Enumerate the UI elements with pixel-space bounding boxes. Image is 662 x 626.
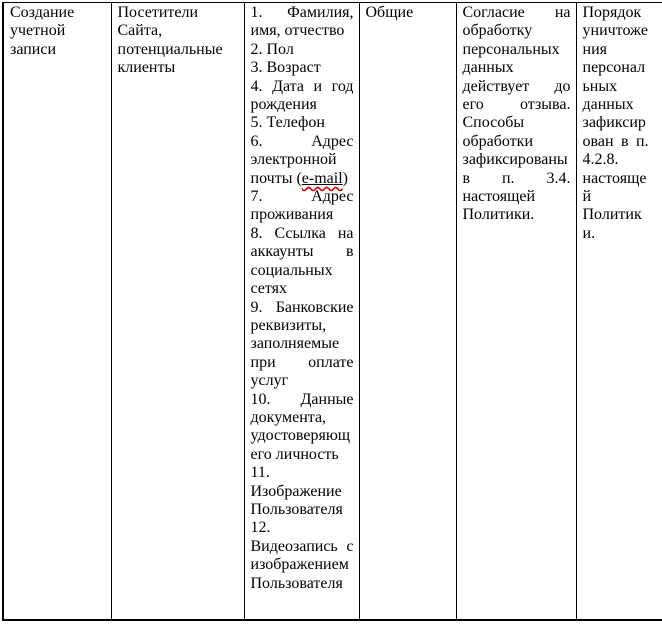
personal-data-list-item xyxy=(251,41,354,59)
process-name-text: Создание учетной записи xyxy=(10,4,75,58)
personal-data-list xyxy=(251,4,354,593)
list-item-text: 5. Телефон xyxy=(250,114,325,132)
personal-data-list-item xyxy=(251,78,354,115)
personal-data-list-item xyxy=(251,59,354,77)
cell-destruction-terms xyxy=(576,3,662,620)
personal-data-list-item xyxy=(251,299,354,391)
data-category-text: Общие xyxy=(365,4,414,21)
cell-process-name xyxy=(3,3,111,620)
destruction-terms-text: Порядок уничтожения персональных данных зафиксирован в п. 4.2.8. настоящей Политики. xyxy=(582,4,649,242)
personal-data-list-item xyxy=(251,225,354,299)
list-item-text: 9. Банковские реквизиты, заполняемые при оплате услуг xyxy=(250,298,354,390)
email-term-text: e-mail xyxy=(301,169,343,187)
data-subjects-text: Посетители Сайта, потенциальные клиенты xyxy=(117,4,223,77)
personal-data-list-item xyxy=(251,4,354,41)
consent-terms-text: Согласие на обработку персональных данных действует до его отзыва. Способы обработки зафиксированы в п. 3.4. настоящей Политики. xyxy=(462,4,571,224)
personal-data-list-item xyxy=(251,519,354,593)
personal-data-list-item xyxy=(251,133,354,188)
cell-data-category xyxy=(359,3,456,620)
table-row xyxy=(3,3,662,620)
list-item-text: 3. Возраст xyxy=(250,59,321,77)
personal-data-list-item xyxy=(251,464,354,519)
list-item-text: 8. Ссылка на аккаунты в социальных сетях xyxy=(250,224,354,298)
email-term-link[interactable] xyxy=(302,170,343,187)
list-item-text: 7. Адрес проживания xyxy=(250,188,354,224)
cell-data-subjects xyxy=(111,3,244,620)
cell-consent-terms xyxy=(456,3,576,620)
list-item-text: 4. Дата и год рождения xyxy=(250,77,354,114)
personal-data-list-item xyxy=(251,114,354,132)
list-item-text: 11. Изображение Пользователя xyxy=(250,464,343,518)
personal-data-list-item xyxy=(251,188,354,225)
personal-data-processing-table xyxy=(2,2,662,621)
personal-data-list-item xyxy=(251,391,354,465)
list-item-text: 2. Пол xyxy=(250,40,294,58)
list-item-text: 6. Адрес электронной почты ( xyxy=(250,132,354,187)
list-item-text: 1. Фамилия, имя, отчество xyxy=(250,4,354,40)
list-item-text: 10. Данные документа, удостоверяющего личность xyxy=(250,390,354,463)
list-item-text: 12. Видеозапись с изображением Пользователя xyxy=(250,519,354,592)
list-item-text: ) xyxy=(342,169,348,187)
cell-personal-data-list xyxy=(244,3,359,620)
